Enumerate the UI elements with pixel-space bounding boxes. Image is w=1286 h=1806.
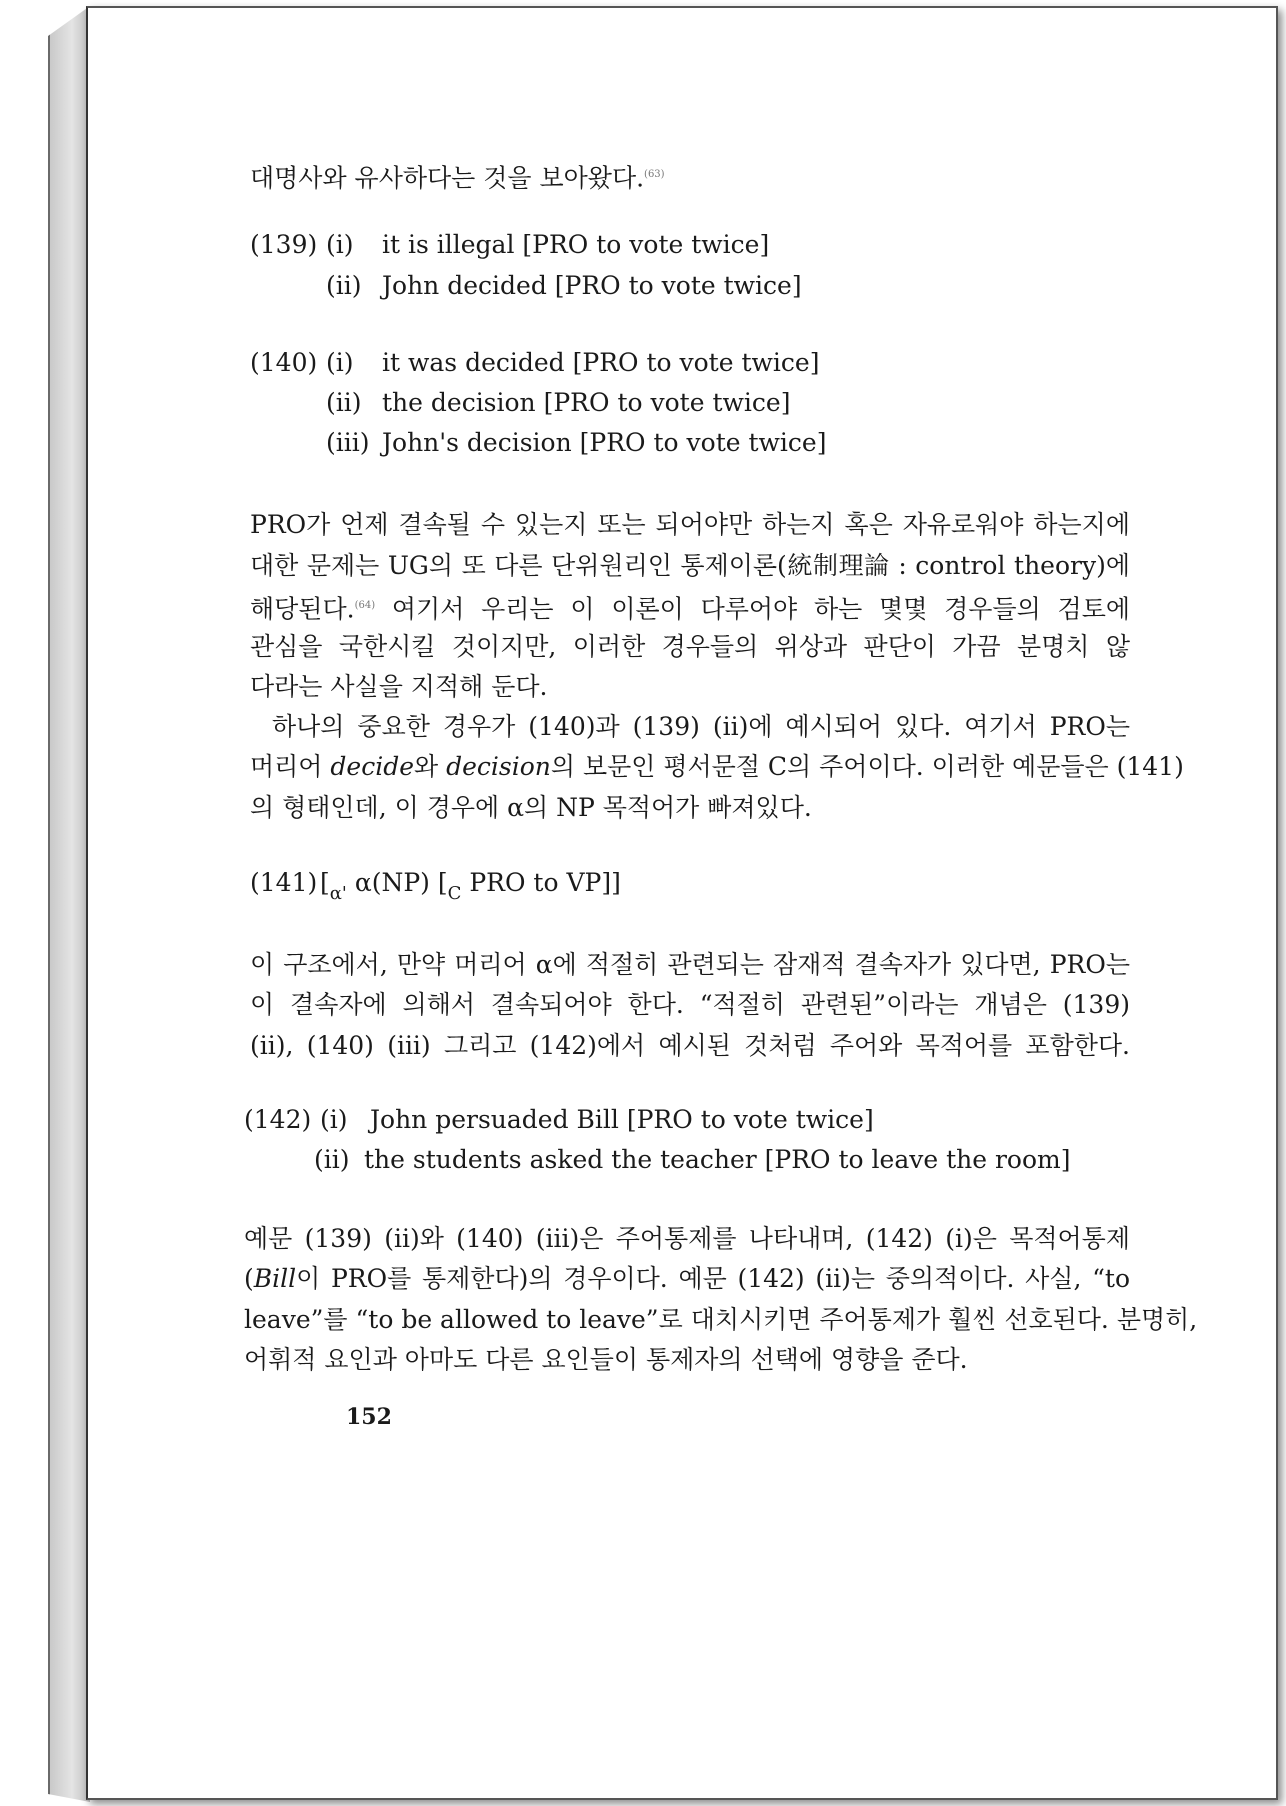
- example-139-i: [250, 228, 769, 262]
- intro-text: 대명사와 유사하다는 것을 보아왔다.: [250, 163, 645, 193]
- para1-line3-a: 해당된다.: [250, 594, 355, 624]
- para3-line1: 이 구조에서, 만약 머리어 α에 적절히 관련되는 잠재적 결속자가 있다면, PRO는: [250, 950, 1130, 979]
- para4-line4: 어휘적 요인과 아마도 다른 요인들이 통제자의 선택에 영향을 준다.: [244, 1345, 968, 1374]
- para2-line2-a: 머리어: [250, 752, 331, 781]
- para1-line5: 다라는 사실을 지적해 둔다.: [250, 672, 548, 701]
- para1-line1: PRO가 언제 결속될 수 있는지 또는 되어야만 하는지 혹은 자유로워야 하는지에: [250, 510, 1130, 539]
- example-item-text: the decision [PRO to vote twice]: [382, 388, 791, 417]
- page-number: 152: [346, 1404, 392, 1430]
- book-page: [86, 6, 1278, 1800]
- example-item-label: (i): [326, 230, 354, 259]
- example-140-iii: [250, 426, 826, 460]
- para4-line3: leave”를 “to be allowed to leave”로 대치시키면 주어통제가 훨씬 선호된다. 분명히,: [244, 1305, 1198, 1334]
- example-number: (140): [250, 348, 318, 377]
- term-decision: decision: [446, 752, 551, 781]
- example-number: (139): [250, 230, 318, 259]
- para4-line2-b: 이 PRO를 통제한다)의 경우이다. 예문 (142) (ii)는 중의적이다. 사실, “to: [296, 1264, 1130, 1293]
- example-item-label: (iii): [326, 428, 370, 457]
- example-item-text: the students asked the teacher [PRO to leave the room]: [364, 1145, 1071, 1174]
- para2-line2: [250, 750, 1184, 784]
- para2-line2-c: 의 보문인 평서문절 C의 주어이다. 이러한 예문들은 (141): [550, 752, 1184, 781]
- example-141-mid: α(NP) [: [346, 868, 448, 897]
- para2-line3: 의 형태인데, 이 경우에 α의 NP 목적어가 빠져있다.: [250, 793, 812, 822]
- para4-line2: [244, 1262, 1130, 1296]
- example-141: [250, 866, 621, 911]
- example-139-ii: [250, 269, 802, 303]
- example-item-label: (i): [326, 348, 354, 377]
- para4-line2-a: (: [244, 1264, 254, 1293]
- example-number: (142): [244, 1105, 312, 1134]
- term-bill: Bill: [253, 1264, 297, 1293]
- example-item-text: John decided [PRO to vote twice]: [382, 271, 802, 300]
- footnote-mark: (63): [644, 169, 665, 180]
- para3-line3: (ii), (140) (iii) 그리고 (142)에서 예시된 것처럼 주어와 목적어를 포함한다.: [250, 1031, 1130, 1060]
- book-spine-edge: [48, 6, 90, 1802]
- example-item-text: it is illegal [PRO to vote twice]: [382, 230, 770, 259]
- para1-line3: [250, 589, 1130, 626]
- example-142-ii: [314, 1143, 1071, 1177]
- example-140-ii: [250, 386, 790, 420]
- para1-line2: 대한 문제는 UG의 또 다른 단위원리인 통제이론(統制理論 : control theory)에: [250, 551, 1130, 580]
- intro-line: [250, 158, 665, 195]
- para4-line1: 예문 (139) (ii)와 (140) (iii)은 주어통제를 나타내며, (142) (i)은 목적어통제: [244, 1224, 1130, 1253]
- subscript-c: C: [447, 883, 462, 904]
- example-item-text: it was decided [PRO to vote twice]: [382, 348, 820, 377]
- term-decide: decide: [330, 752, 414, 781]
- para1-line3-b: 여기서 우리는 이 이론이 다루어야 하는 몇몇 경우들의 검토에: [375, 594, 1130, 624]
- example-item-label: (ii): [314, 1145, 350, 1174]
- bracket-open: [: [320, 868, 330, 897]
- para2-line1: 하나의 중요한 경우가 (140)과 (139) (ii)에 예시되어 있다. 여기서 PRO는: [272, 712, 1130, 741]
- example-item-text: John persuaded Bill [PRO to vote twice]: [370, 1105, 874, 1134]
- example-item-label: (ii): [326, 271, 362, 300]
- example-item-label: (ii): [326, 388, 362, 417]
- footnote-mark: (64): [354, 600, 376, 611]
- example-140-i: [250, 346, 819, 380]
- example-item-label: (i): [320, 1105, 348, 1134]
- subscript-alpha: α': [329, 883, 347, 904]
- example-item-text: John's decision [PRO to vote twice]: [382, 428, 827, 457]
- para2-line2-b: 와: [414, 752, 447, 781]
- example-142-i: [244, 1103, 874, 1137]
- para1-line4: 관심을 국한시킬 것이지만, 이러한 경우들의 위상과 판단이 가끔 분명치 않: [250, 632, 1130, 661]
- example-number: (141): [250, 868, 318, 897]
- example-141-rest: PRO to VP]]: [461, 868, 621, 897]
- para3-line2: 이 결속자에 의해서 결속되어야 한다. “적절히 관련된”이라는 개념은 (139): [250, 990, 1130, 1019]
